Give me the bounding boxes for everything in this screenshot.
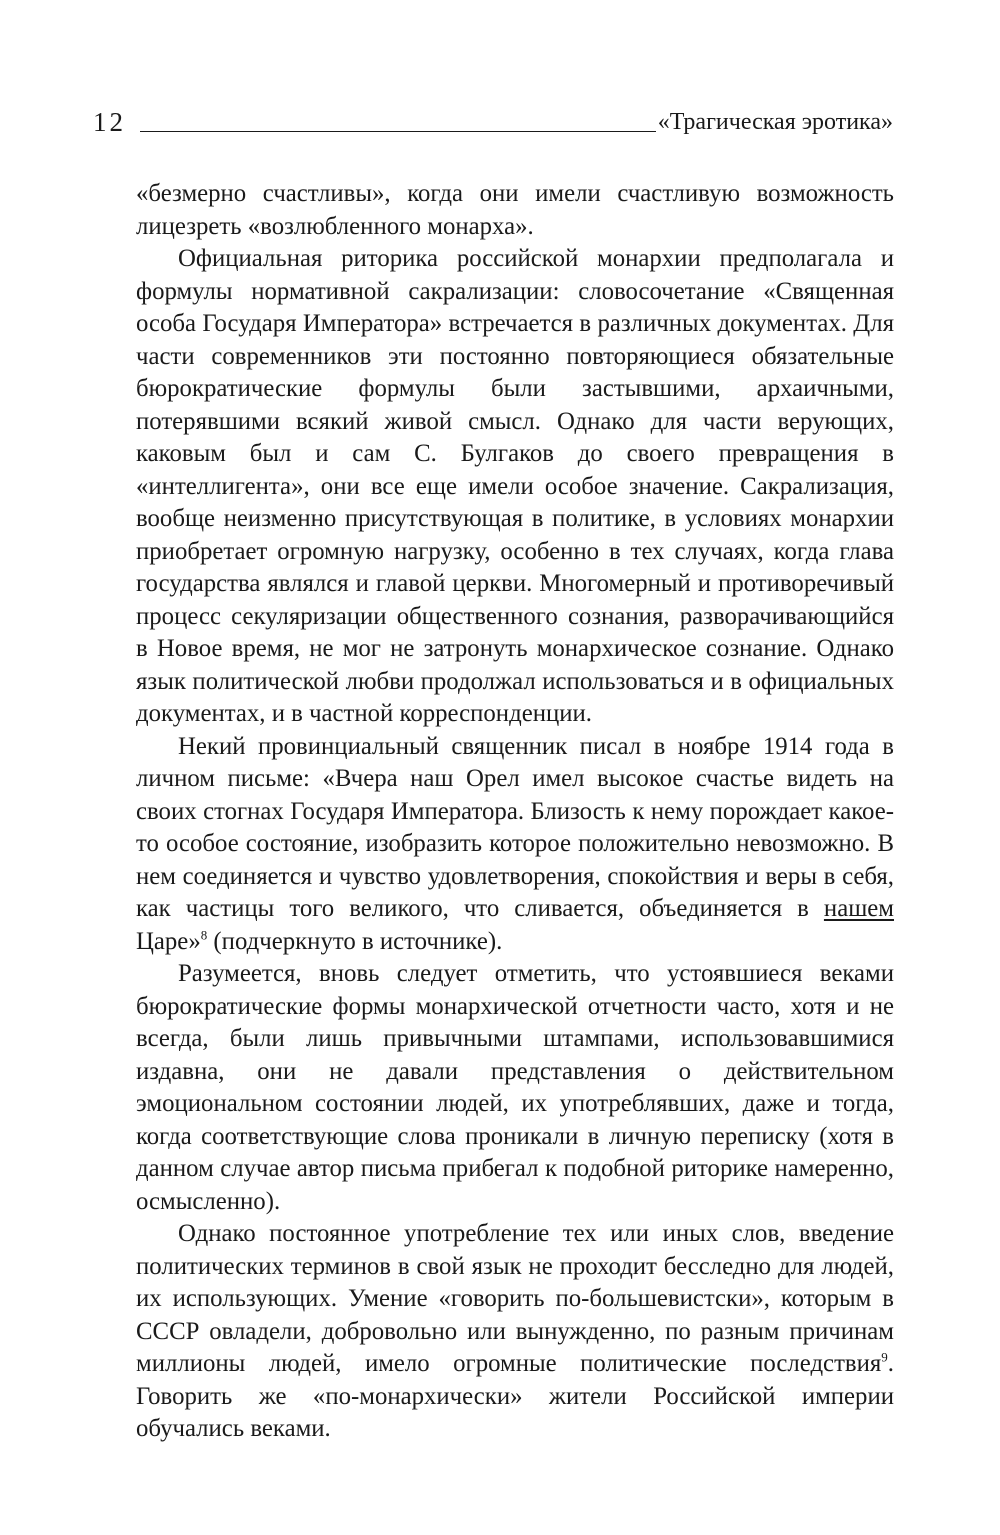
running-title: «Трагическая эротика» — [657, 109, 893, 135]
paragraph: Разумеется, вновь следует отметить, что устоявшиеся веками бюрократические формы монархической отчетности часто, хотя и не всегда, были лишь привычными штампами, использовавшимися издавна, они не давали представления о действительном эмоциональном состоянии людей, их употреблявших, даже и тогда, когда соответствующие слова проникали в личную переписку (хотя в данном случае автор письма прибегал к подобной риторике намеренно, осмысленно). — [136, 960, 894, 1215]
running-header — [93, 104, 893, 138]
paragraph-text: . Говорить же «по-монархически» жители Российской империи обучались веками. — [136, 1350, 894, 1442]
paragraph-text: (подчеркнуто в источнике). — [213, 927, 503, 955]
page-number: 12 — [93, 107, 126, 137]
underlined-word: нашем — [823, 895, 894, 922]
paragraph-text: Однако постоянное употребление тех или иных слов, введение политических терминов в свой язык не проходит бесследно для людей, их использующих. Умение «говорить по-большевистски», которым в СССР овладели, добровольно или вынужденно, по разным причинам миллионы людей, имело огромные политические последствия — [136, 1220, 894, 1377]
paragraph — [136, 1218, 894, 1446]
paragraph-text: Царе» — [136, 927, 201, 955]
body-text — [136, 178, 894, 1446]
header-rule — [140, 131, 656, 132]
footnote-ref[interactable]: 9 — [881, 1349, 888, 1365]
paragraph — [136, 731, 894, 959]
paragraph: Официальная риторика российской монархии предполагала и формулы нормативной сакрализации: словосочетание «Священная особа Государя Императора» встречается в различных документах. Для части современников эти постоянно повторяющиеся обязательные бюрократические формулы были застывшими, архаичными, потерявшими всякий живой смысл. Однако для части верующих, каковым был и сам С. Булгаков до своего превращения в «интеллигента», они все еще имели особое значение. Сакрализация, вообще неизменно присутствующая в политике, в условиях монархии приобретает огромную нагрузку, особенно в тех случаях, когда глава государства являлся и главой церкви. Многомерный и противоречивый процесс секуляризации общественного сознания, разворачивающийся в Новое время, не мог не затронуть монархическое сознание. Однако язык политической любви продолжал использоваться и в официальных документах, и в частной корреспонденции. — [136, 245, 894, 727]
paragraph: «безмерно счастливы», когда они имели счастливую возможность лицезреть «возлюбленного монарха». — [136, 180, 894, 240]
paragraph-text: Некий провинциальный священник писал в ноябре 1914 года в личном письме: «Вчера наш Орел имел высокое счастье видеть на своих стогнах Государя Императора. Близость к нему порождает какое-то особое состояние, изобразить которое положительно невозможно. В нем соединяется и чувство удовлетворения, спокойствия и веры в себя, как частицы того великого, что сливается, объединяется в — [136, 732, 894, 922]
footnote-ref[interactable]: 8 — [200, 927, 208, 943]
